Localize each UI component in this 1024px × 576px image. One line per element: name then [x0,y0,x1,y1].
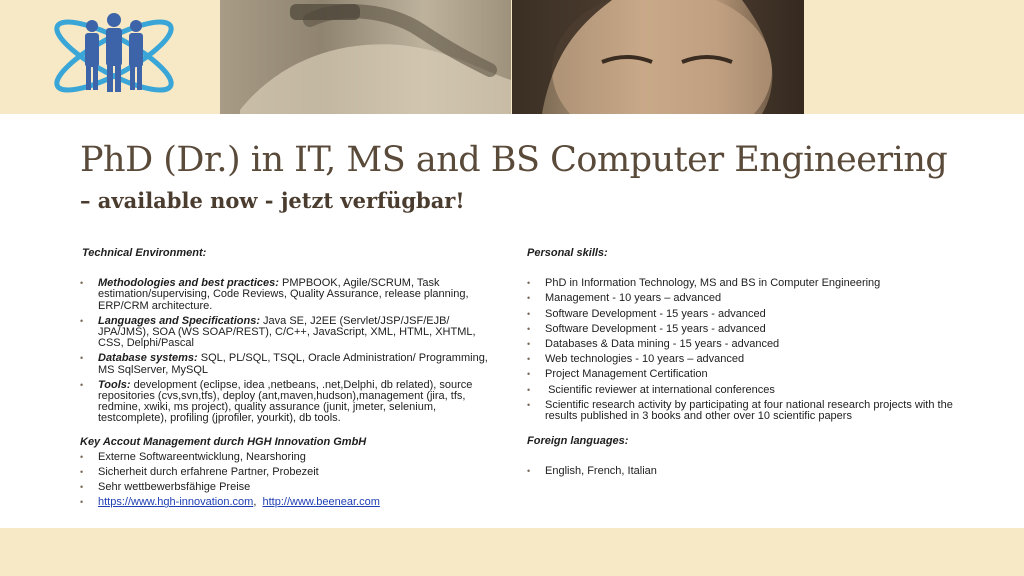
bullet-icon: • [80,497,84,508]
list-item: • Management - 10 years – advanced [527,292,722,305]
list-item: • Tools: development (eclipse, idea ,netbeans, .net,Delphi, db related), source repositories (cvs,svn,tfs), deploy (ant,maven,hudson),management (jira, tfs, redmine, xwiki, ms project), quality assurance (junit, jmeter, selenium, testcomplete), profiling (jprofiler, yourkit), db tools. [80,378,473,425]
bullet-icon: • [527,369,531,380]
bullet-icon: • [80,353,84,364]
bullet-icon: • [527,399,531,410]
list-item: • Software Development - 15 years - advanced [527,307,766,320]
bullet-icon: • [80,379,84,390]
bullet-icon: • [527,339,531,350]
bullet-icon: • [80,482,84,493]
list-item: • PhD in Information Technology, MS and BS in Computer Engineering [527,277,881,290]
technical-environment-column [80,248,500,509]
woman-face-photo [512,0,804,114]
technical-environment-list [80,278,500,424]
list-item: • Languages and Specifications: Java SE, J2EE (Servlet/JSP/JSF/EJB/ JPA/JMS), SOA (WS SOAP/REST), C/C++, JavaScript, XML, HTML, XHTML, CSS, Delphi/Pascal [80,314,476,350]
bullet-icon: • [527,293,531,304]
list-item: • Sicherheit durch erfahrene Partner, Probezeit [80,466,319,479]
foreign-languages-heading: Foreign languages: [527,435,629,448]
page-subtitle: – available now - jetzt verfügbar! [80,188,465,213]
bullet-icon: • [527,308,531,319]
footer-band [0,528,1024,576]
bullet-icon: • [80,278,84,289]
foreign-languages-list [527,466,967,477]
bullet-icon: • [80,467,84,478]
bullet-icon: • [80,315,84,326]
beenear-link[interactable]: http://www.beenear.com [262,496,380,509]
bullet-icon: • [527,466,531,477]
hands-on-keyboard-photo [220,0,511,114]
bullet-icon: • [527,354,531,365]
key-account-heading: Key Accout Management durch HGH Innovation GmbH [80,435,367,448]
list-item: • Databases & Data mining - 15 years - advanced [527,338,780,351]
list-item: • https://www.hgh-innovation.com, http://www.beenear.com [80,496,380,509]
list-item: • Project Management Certification [527,368,708,381]
page-title: PhD (Dr.) in IT, MS and BS Computer Engineering [80,140,948,180]
list-item: • Web technologies - 10 years – advanced [527,353,745,366]
bullet-icon: • [527,323,531,334]
business-people-globe-logo [44,4,184,104]
header-band [0,0,1024,114]
hgh-innovation-link[interactable]: https://www.hgh-innovation.com [98,496,254,509]
key-account-list [80,452,500,509]
technical-environment-heading: Technical Environment: [82,247,207,259]
list-item: • Database systems: SQL, PL/SQL, TSQL, Oracle Administration/ Programming, MS SqlServer, MySQL [80,352,488,376]
list-item: • Software Development - 15 years - advanced [527,322,766,335]
bullet-icon: • [80,451,84,462]
list-item: • Sehr wettbewerbsfähige Preise [80,481,251,494]
list-item: • Scientific reviewer at international conferences [527,383,775,396]
list-item: • Scientific research activity by participating at four national research projects with the results published in 3 books and other over 10 scientific papers [527,398,953,423]
bullet-icon: • [527,384,531,395]
list-item: • English, French, Italian [527,465,657,478]
bullet-icon: • [527,278,531,289]
personal-skills-list [527,278,967,422]
personal-skills-heading: Personal skills: [527,247,608,259]
personal-skills-column [527,248,967,478]
list-item: • Methodologies and best practices: PMPBOOK, Agile/SCRUM, Task estimation/supervising, Code Reviews, Quality Assurance, release planning, ERP/CRM architecture. [80,277,469,312]
list-item: • Externe Softwareentwicklung, Nearshoring [80,450,306,463]
